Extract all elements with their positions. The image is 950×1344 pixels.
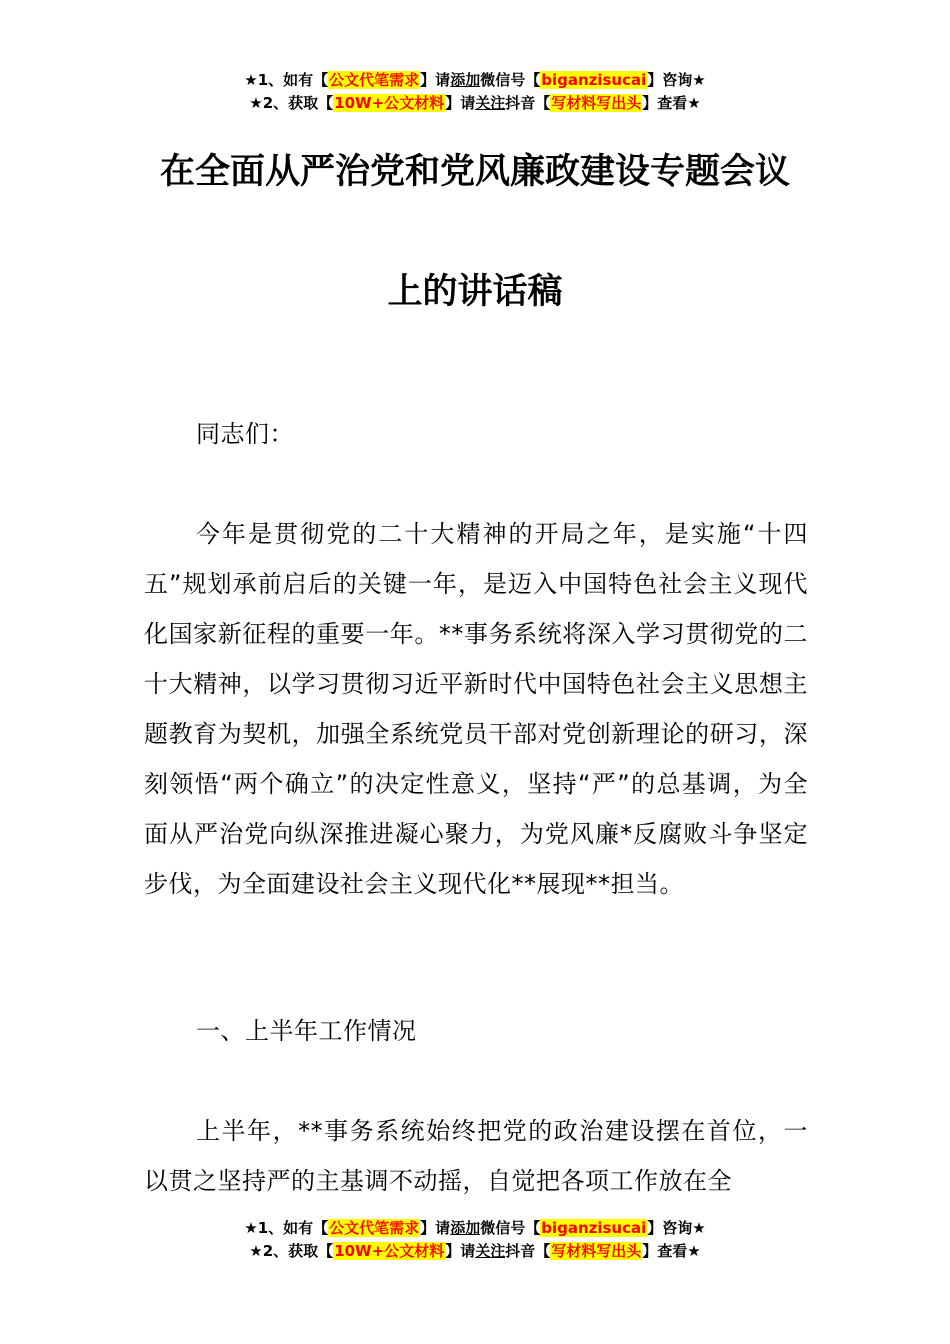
- header-banner: [0, 69, 950, 115]
- banner-line-2: ★2、获取【10W+公文材料】请关注抖音【写材料写出头】查看★: [249, 94, 701, 112]
- banner-line-2: ★2、获取【10W+公文材料】请关注抖音【写材料写出头】查看★: [249, 1242, 701, 1260]
- banner-tag: 公文代笔需求: [329, 71, 420, 89]
- banner-douyin-id: 写材料写出头: [551, 1242, 642, 1260]
- banner-tag: 10W+公文材料: [334, 1242, 445, 1260]
- banner-line-1: ★1、如有【公文代笔需求】请添加微信号【biganzisucai】咨询★: [244, 1219, 706, 1237]
- intro-paragraph: 今年是贯彻党的二十大精神的开局之年，是实施“十四五”规划承前启后的关键一年，是迈入中国特色社会主义现代化国家新征程的重要一年。**事务系统将深入学习贯彻党的二十大精神，以学习贯彻习近平新时代中国特色社会主义思想主题教育为契机，加强全系统党员干部对党创新理论的研习，深刻领悟“两个确立”的决定性意义，坚持“严”的总基调，为全面从严治党向纵深推进凝心聚力，为党风廉*反腐败斗争坚定步伐，为全面建设社会主义现代化**展现**担当。: [144, 520, 808, 898]
- banner-wechat-id: biganzisucai: [541, 71, 647, 89]
- banner-line-1: ★1、如有【公文代笔需求】请添加微信号【biganzisucai】咨询★: [244, 71, 706, 89]
- section-heading: 一、上半年工作情况: [196, 1017, 417, 1045]
- section-paragraph: 上半年，**事务系统始终把党的政治建设摆在首位，一以贯之坚持严的主基调不动摇，自觉把各项工作放在全: [144, 1117, 808, 1195]
- document-title-line-2: 上的讲话稿: [387, 272, 563, 312]
- banner-douyin-id: 写材料写出头: [551, 94, 642, 112]
- document-title-line-1: 在全面从严治党和党风廉政建设专题会议: [159, 152, 790, 192]
- banner-tag: 公文代笔需求: [329, 1219, 420, 1237]
- footer-banner: [0, 1217, 950, 1263]
- banner-tag: 10W+公文材料: [334, 94, 445, 112]
- banner-wechat-id: biganzisucai: [541, 1219, 647, 1237]
- greeting: 同志们：: [196, 420, 294, 448]
